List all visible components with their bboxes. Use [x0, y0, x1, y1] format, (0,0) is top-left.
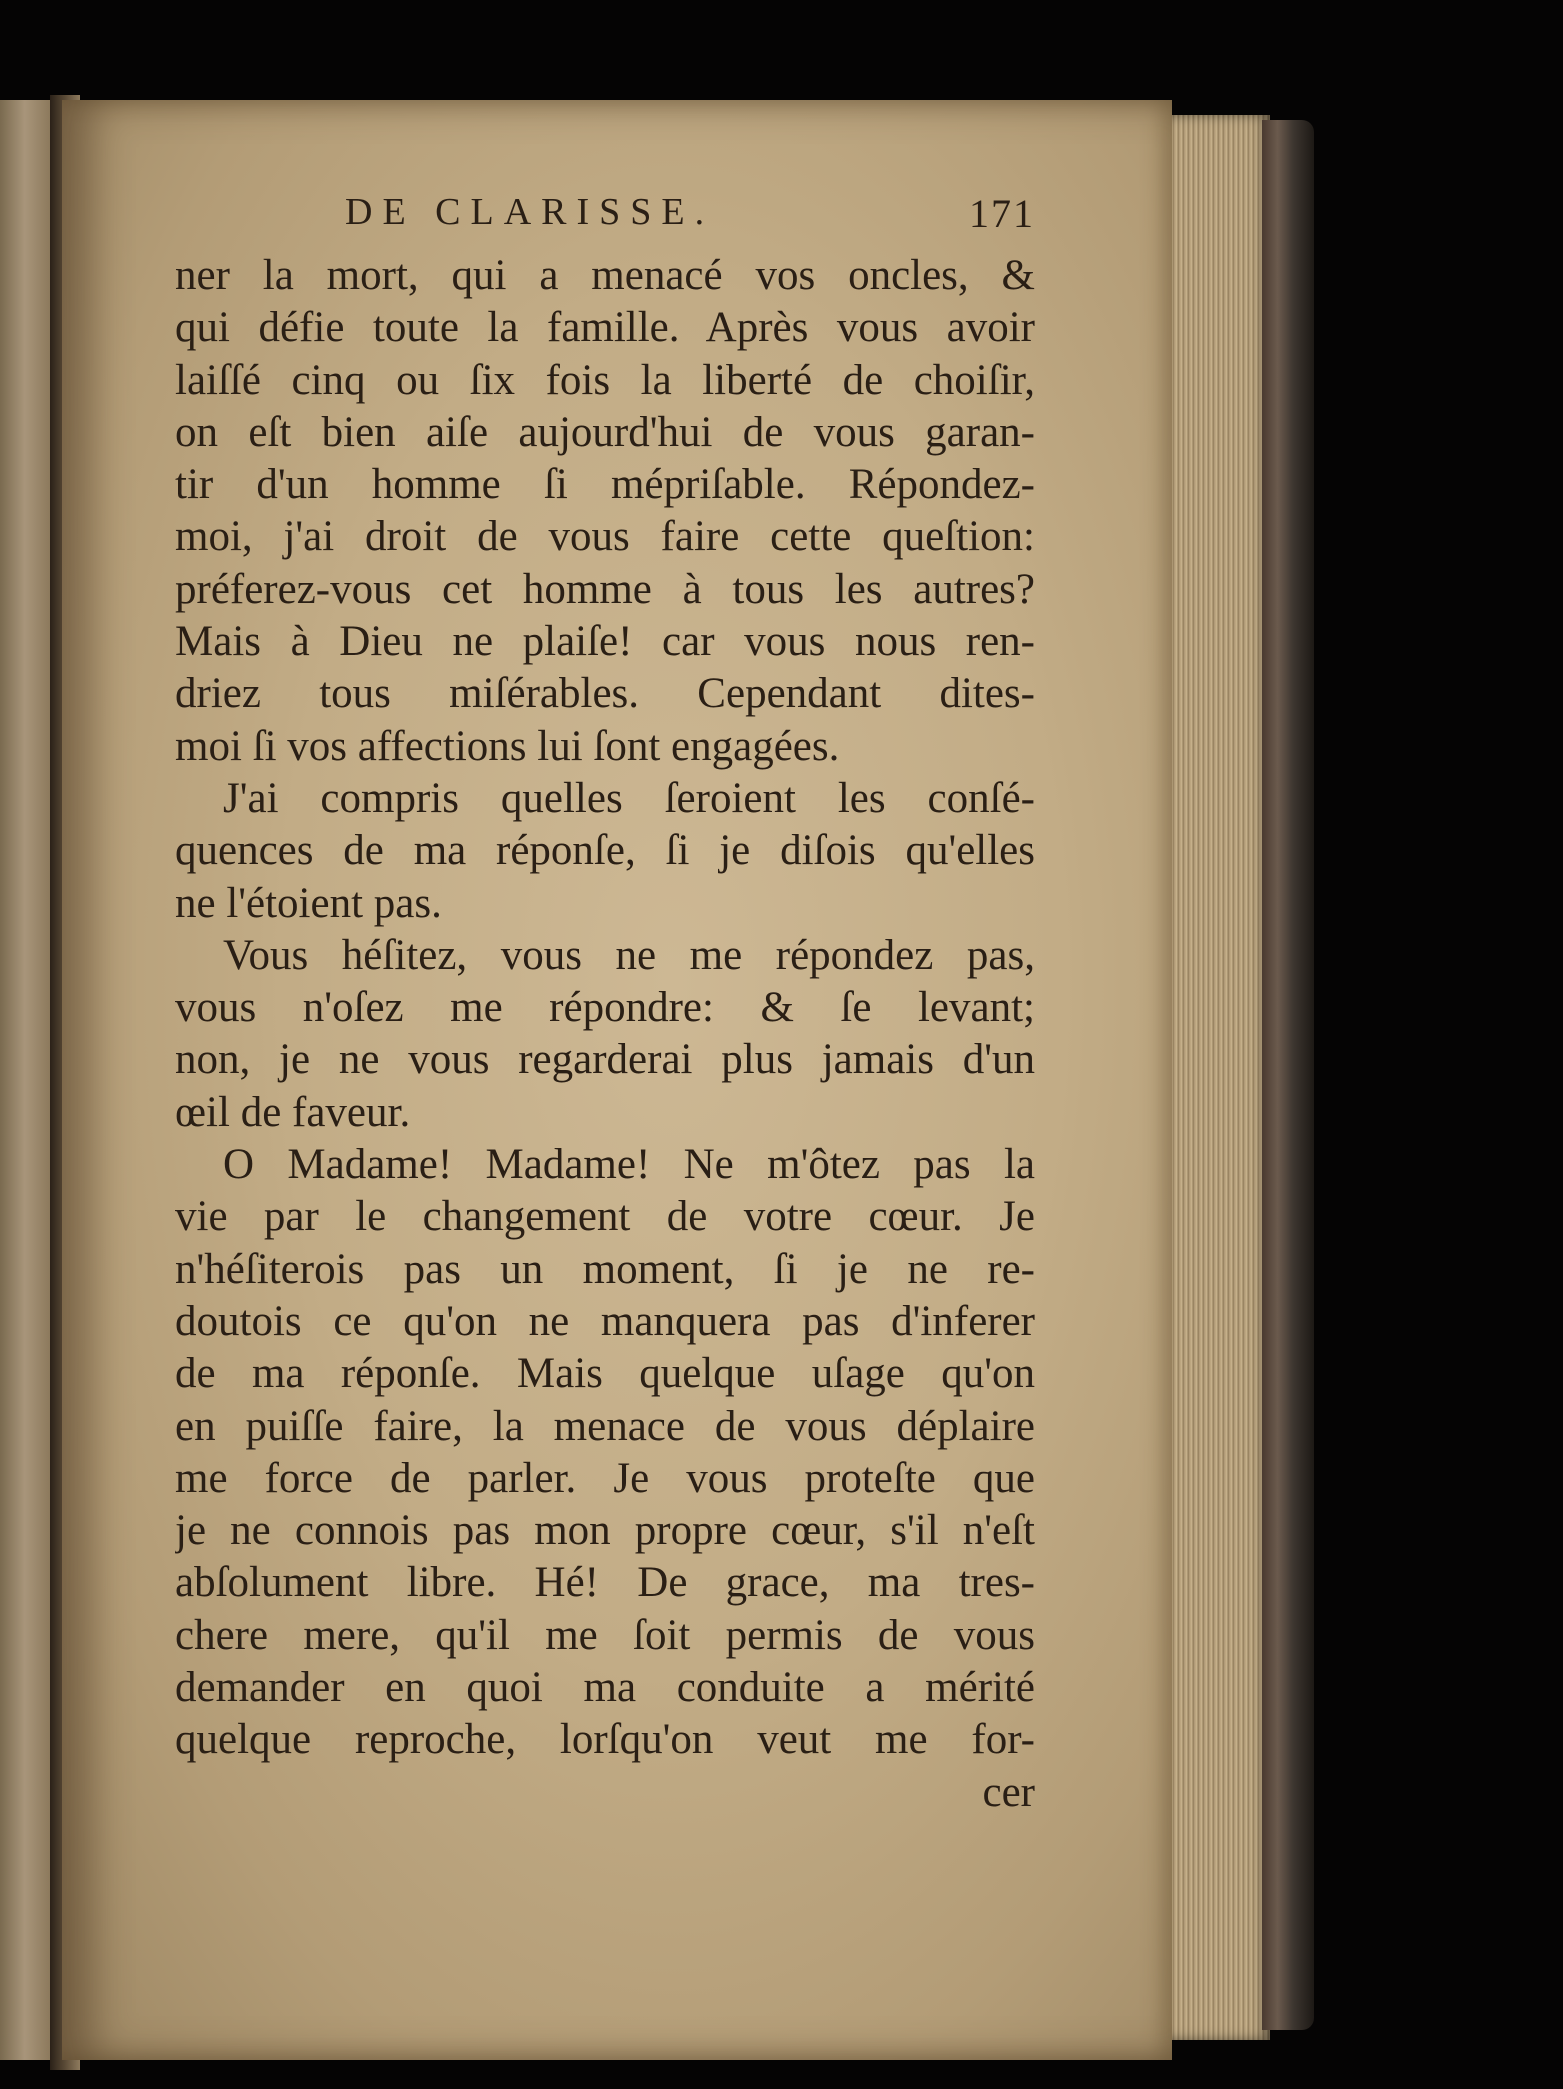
text-line: n'héſiterois pas un moment, ſi je ne re-: [175, 1245, 1035, 1293]
text-line: quelque reproche, lorſqu'on veut me for-: [175, 1716, 1035, 1764]
text-line: préferez-vous cet homme à tous les autres?: [175, 565, 1035, 613]
running-head: [175, 190, 1035, 250]
text-line: laiſſé cinq ou ſix fois la liberté de choiſir,: [175, 356, 1035, 404]
text-line: vous n'oſez me répondre: & ſe levant;: [175, 984, 1035, 1032]
paragraph-4: [175, 1139, 1035, 1767]
paragraph-3: [175, 930, 1035, 1139]
text-line: moi, j'ai droit de vous faire cette queſtion:: [175, 513, 1035, 561]
text-line: œil de faveur.: [175, 1088, 411, 1136]
page-edges: [1160, 115, 1270, 2040]
text-line: J'ai compris quelles ſeroient les conſé-: [223, 774, 1035, 822]
text-line: demander en quoi ma conduite a mérité: [175, 1664, 1035, 1712]
text-line: abſolument libre. Hé! De grace, ma tres-: [175, 1559, 1035, 1607]
page-number: 171: [969, 191, 1035, 236]
text-line: moi ſi vos affections lui ſont engagées.: [175, 722, 840, 770]
page-text: [175, 190, 1035, 1819]
text-line: driez tous miſérables. Cependant dites-: [175, 670, 1035, 718]
catchword: cer: [982, 1768, 1035, 1816]
book-cover-edge: [1262, 120, 1314, 2030]
text-line: ne l'étoient pas.: [175, 879, 442, 927]
text-line: chere mere, qu'il me ſoit permis de vous: [175, 1611, 1035, 1659]
text-line: Vous héſitez, vous ne me répondez pas,: [223, 931, 1035, 979]
text-line: doutois ce qu'on ne manquera pas d'inferer: [175, 1297, 1035, 1345]
text-line: on eſt bien aiſe aujourd'hui de vous garan-: [175, 408, 1035, 456]
text-line: quences de ma réponſe, ſi je diſois qu'elles: [175, 827, 1035, 875]
text-line: Mais à Dieu ne plaiſe! car vous nous ren-: [175, 618, 1035, 666]
text-line: en puiſſe faire, la menace de vous déplaire: [175, 1402, 1035, 1450]
text-line: ner la mort, qui a menacé vos oncles, &: [175, 252, 1035, 299]
text-line: tir d'un homme ſi mépriſable. Répondez-: [175, 461, 1035, 509]
text-line: O Madame! Madame! Ne m'ôtez pas la: [223, 1141, 1035, 1189]
paragraph-1: [175, 250, 1035, 773]
text-line: je ne connois pas mon propre cœur, s'il n'eſt: [175, 1507, 1035, 1555]
text-line: vie par le changement de votre cœur. Je: [175, 1193, 1035, 1241]
text-line: non, je ne vous regarderai plus jamais d'un: [175, 1036, 1035, 1084]
text-line: de ma réponſe. Mais quelque uſage qu'on: [175, 1350, 1035, 1398]
running-head-title: DE CLARISSE.: [345, 191, 715, 233]
text-line: me force de parler. Je vous proteſte que: [175, 1454, 1035, 1502]
text-line: qui défie toute la famille. Après vous avoir: [175, 304, 1035, 352]
paragraph-2: [175, 773, 1035, 930]
